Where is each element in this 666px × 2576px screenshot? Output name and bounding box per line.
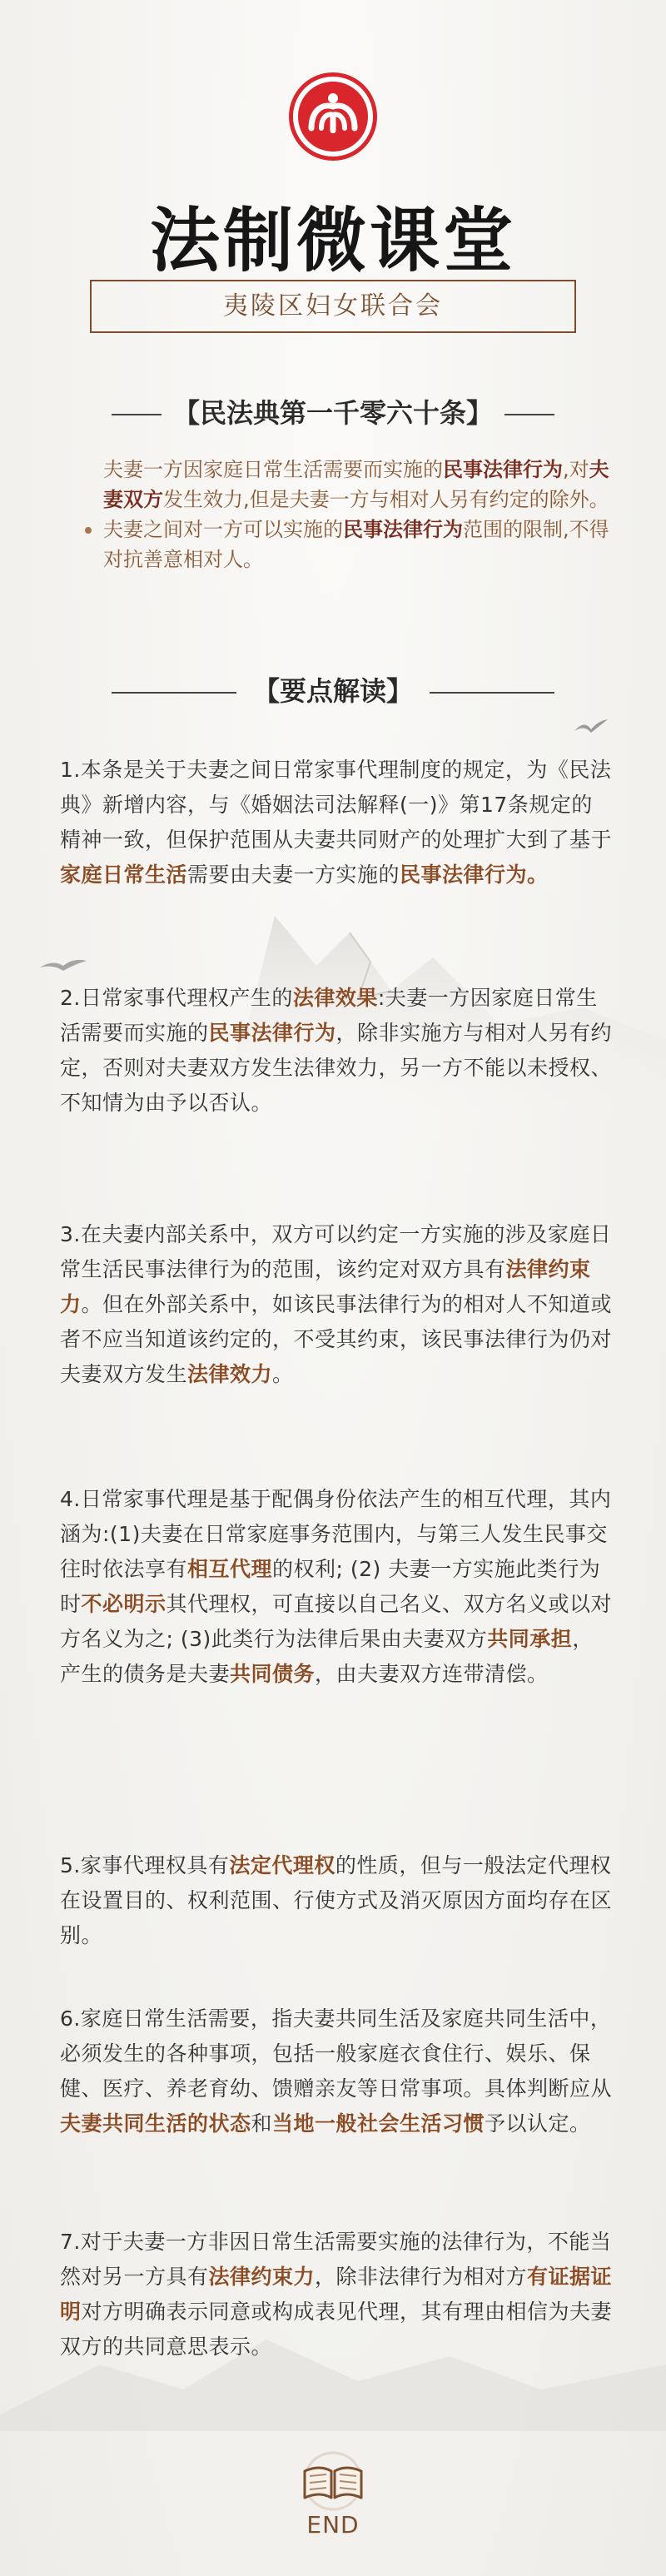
organization-banner: 夷陵区妇女联合会 [90, 280, 576, 333]
item-text-run: ，产生的债务是夫妻 [60, 1627, 594, 1686]
interpretation-item-2 [60, 981, 613, 1121]
bullet-dot [85, 527, 92, 534]
interpretation-heading [0, 673, 666, 709]
item-highlight: 共同承担 [487, 1627, 573, 1651]
item-text-run: 需要由夫妻一方实施的 [187, 863, 400, 887]
item-text-run: 4.日常家事代理是基于配偶身份依法产生的相互代理，其内涵为:(1)夫妻在日常家庭事务范围内，与第三人发生民事交往时依法享有 [60, 1487, 612, 1581]
heading-rule-right [504, 414, 554, 415]
interpretation-item-4 [60, 1482, 613, 1692]
interpretation-item-1 [60, 753, 613, 893]
item-text-run: 和 [251, 2111, 273, 2136]
item-highlight: 家庭日常生活 [60, 863, 188, 887]
item-paragraph [60, 1482, 613, 1692]
item-text-run: 1.本条是关于夫妻之间日常家事代理制度的规定，为《民法典》新增内容，与《婚姻法司法解释(一)》第17条规定的精神一致，但保护范围从夫妻共同财产的处理扩大到了基于 [60, 758, 613, 852]
statute-text-run: 范围的限制,不得对抗善意相对人。 [103, 518, 609, 571]
statute-highlight: 夫妻双方 [103, 458, 609, 511]
item-text-run: ，除非法律行为相对方 [315, 2265, 528, 2289]
statute-text-run: ,对 [563, 458, 589, 481]
item-text-run: 对方明确表示同意或构成表见代理，其有理由相信为夫妻双方的共同意思表示。 [60, 2300, 613, 2359]
end-mark [283, 2448, 383, 2548]
item-highlight: 民事法律行为 [208, 1021, 336, 1045]
item-paragraph [60, 1217, 613, 1392]
item-highlight: 法定代理权 [229, 1853, 335, 1877]
item-highlight: 共同债务 [230, 1662, 316, 1686]
item-paragraph [60, 753, 613, 893]
interpretation-item-7 [60, 2225, 613, 2365]
open-book-icon [283, 2448, 383, 2511]
item-paragraph [60, 981, 613, 1121]
item-text-run: 予以认定。 [485, 2111, 591, 2136]
statute-heading-text: 【民法典第一千零六十条】 [172, 397, 493, 429]
item-text-run: 。 [272, 1362, 294, 1386]
heading-rule-right [430, 692, 554, 694]
interpretation-item-5 [60, 1848, 613, 1953]
flying-bird-icon [573, 718, 609, 736]
item-text-run: 5.家事代理权具有 [60, 1853, 230, 1877]
interpretation-heading-text: 【要点解读】 [252, 675, 413, 707]
item-highlight: 法律效果 [292, 986, 378, 1010]
item-text-run: 。但在外部关系中，如该民事法律行为的相对人不知道或者不应当知道该约定的，不受其约束，该民事法律行为仍对夫妻双方发生 [60, 1292, 613, 1386]
item-highlight: 不必明示 [81, 1592, 166, 1616]
item-text-run: 的权利; (2) 夫妻一方实施此类行为时 [60, 1557, 601, 1616]
statute-text [103, 455, 611, 574]
item-highlight: 有证据证明 [60, 2265, 613, 2324]
statute-text-run: 夫妻之间对一方可以实施的 [103, 518, 343, 541]
item-text-run: :夫妻一方因家庭日常生活需要而实施的 [60, 986, 598, 1045]
item-highlight: 法律约束力 [60, 1257, 591, 1316]
end-label: END [306, 2511, 360, 2539]
item-paragraph [60, 2002, 613, 2141]
item-highlight: 夫妻共同生活的状态 [60, 2111, 251, 2136]
item-text-run: 7.对于夫妻一方非因日常生活需要实施的法律行为，不能当然对另一方具有 [60, 2230, 612, 2289]
item-text-run: 的性质，但与一般法定代理权在设置目的、权利范围、行使方式及消灭原因方面均存在区别。 [60, 1853, 613, 1947]
item-highlight: 民事法律行为。 [400, 863, 549, 887]
item-text-run: 2.日常家事代理权产生的 [60, 986, 293, 1010]
item-highlight: 当地一般社会生活习惯 [272, 2111, 485, 2136]
statute-heading [0, 395, 666, 431]
interpretation-item-6 [60, 2002, 613, 2141]
statute-highlight: 民事法律行为 [343, 518, 463, 541]
item-text-run: ，由夫妻双方连带清偿。 [315, 1662, 549, 1686]
statute-text-run: 夫妻一方因家庭日常生活需要而实施的 [103, 458, 443, 481]
statute-paragraph-2 [103, 515, 611, 574]
page-title: 法制微课堂 [149, 199, 516, 281]
womens-federation-emblem-icon [293, 77, 373, 157]
statute-highlight: 民事法律行为 [443, 458, 563, 481]
item-highlight: 法律约束力 [208, 2265, 316, 2289]
statute-paragraph-1 [103, 455, 611, 515]
item-paragraph [60, 2225, 613, 2365]
item-highlight: 相互代理 [187, 1557, 273, 1581]
item-paragraph [60, 1848, 613, 1953]
heading-rule-left [112, 414, 162, 415]
item-text-run: 6.家庭日常生活需要，指夫妻共同生活及家庭共同生活中，必须发生的各种事项，包括一般家庭衣食住行、娱乐、保健、医疗、养老育幼、馈赠亲友等日常事项。具体判断应从 [60, 2007, 613, 2101]
interpretation-item-3 [60, 1217, 613, 1392]
item-text-run: 其代理权，可直接以自己名义、双方名义或以对方名义为之; (3)此类行为法律后果由夫妻双方 [60, 1592, 613, 1651]
item-highlight: 法律效力 [187, 1362, 273, 1386]
heading-rule-left [112, 692, 236, 694]
statute-text-run: 发生效力,但是夫妻一方与相对人另有约定的除外。 [163, 488, 609, 511]
item-text-run: 3.在夫妻内部关系中，双方可以约定一方实施的涉及家庭日常生活民事法律行为的范围，该约定对双方具有 [60, 1222, 612, 1281]
item-text-run: ，除非实施方与相对人另有约定，否则对夫妻双方发生法律效力，另一方不能以未授权、不知情为由予以否认。 [60, 1021, 613, 1115]
